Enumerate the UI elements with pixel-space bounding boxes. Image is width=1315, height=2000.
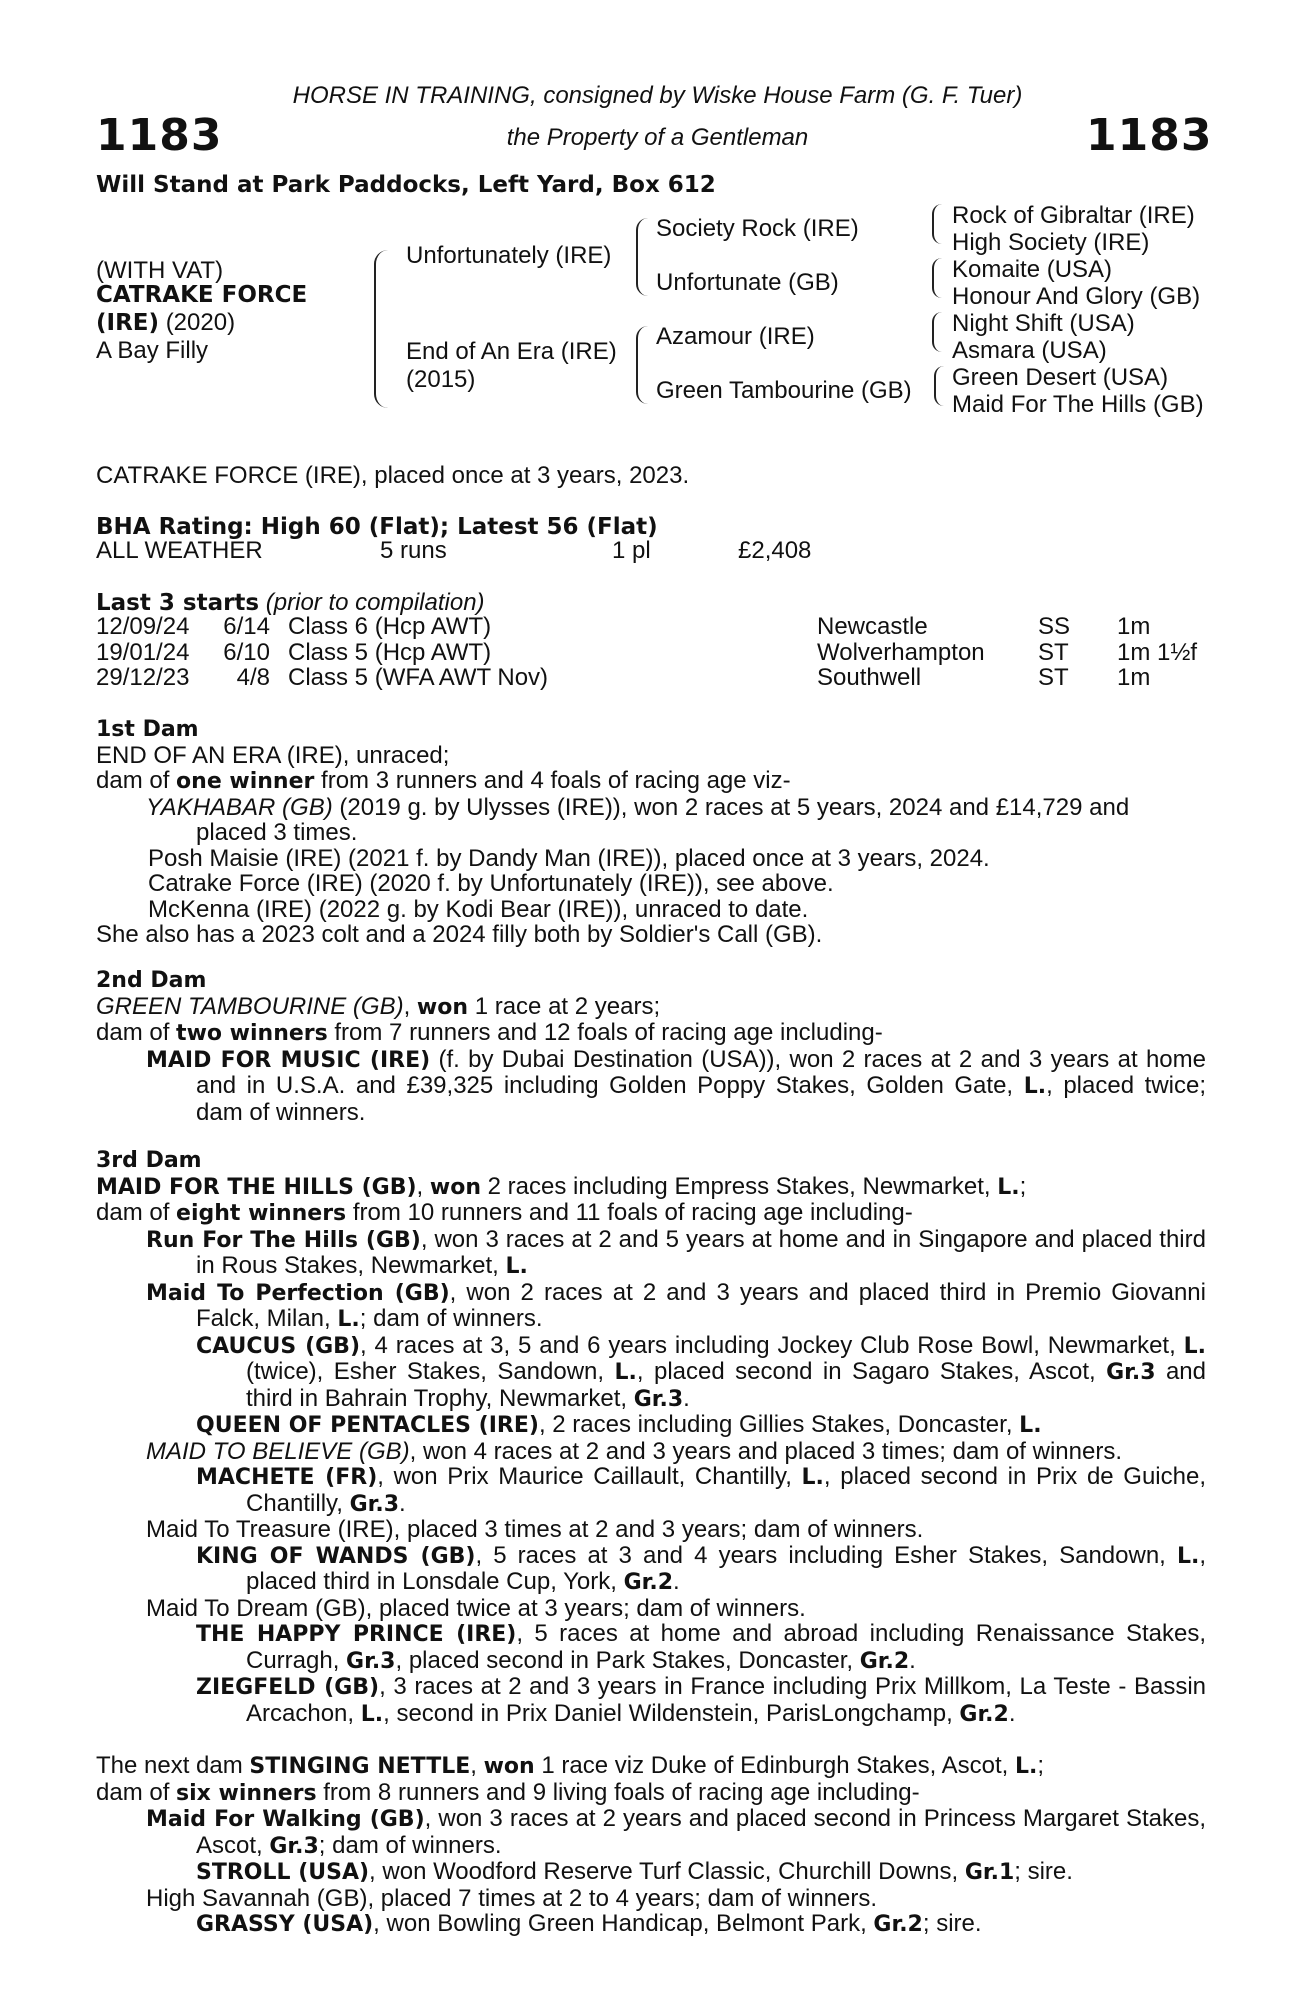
start-going: ST: [1038, 664, 1069, 691]
produce-the-happy-prince: THE HAPPY PRINCE (IRE), 5 races at home and abroad including Renaissance Stakes, Curragh, Gr.3, placed second in Park Stakes, Doncaster, Gr.2.: [196, 1620, 1206, 1674]
race-summary: CATRAKE FORCE (IRE), placed once at 3 years, 2023.: [96, 462, 690, 489]
second-dam-section: [96, 968, 1206, 1125]
starts-title: Last 3 starts: [96, 590, 260, 616]
dam-brace: [636, 326, 648, 404]
start-race: Class 5 (Hcp AWT): [288, 638, 492, 666]
dd-brace: [934, 366, 944, 406]
pedigree-sds: Komaite (USA): [952, 256, 1113, 283]
next-dam-produce-line: dam of six winners from 8 runners and 9 living foals of racing age including-: [96, 1778, 920, 1806]
pedigree-sss: Rock of Gibraltar (IRE): [952, 202, 1195, 229]
produce-catrake-force: Catrake Force (IRE) (2020 f. by Unfortunately (IRE)), see above.: [148, 870, 834, 897]
start-course: Southwell: [817, 664, 922, 691]
pedigree-dss: Night Shift (USA): [952, 310, 1135, 337]
stall-location: Will Stand at Park Paddocks, Left Yard, Box 612: [96, 172, 716, 198]
first-dam-line: END OF AN ERA (IRE), unraced;: [96, 741, 450, 769]
first-dam-section: [96, 717, 1206, 948]
starts-note: (prior to compilation): [265, 589, 485, 616]
start-going: SS: [1038, 613, 1071, 640]
produce-king-of-wands: KING OF WANDS (GB), 5 races at 3 and 4 years including Esher Stakes, Sandown, L., placed third in Lonsdale Cup, York, Gr.2.: [196, 1541, 1207, 1595]
pedigree-dam-year: (2015): [406, 366, 476, 393]
start-dist: 1m: [1117, 613, 1151, 640]
produce-maid-to-believe: MAID TO BELIEVE (GB), won 4 races at 2 and 3 years and placed 3 times; dam of winners.: [146, 1437, 1123, 1465]
vat-note: (WITH VAT): [96, 257, 224, 284]
start-race: Class 5 (WFA AWT Nov): [288, 664, 549, 691]
produce-stroll: STROLL (USA), won Woodford Reserve Turf Classic, Churchill Downs, Gr.1; sire.: [196, 1858, 1073, 1885]
produce-maid-for-walking: Maid For Walking (GB), won 3 races at 2 years and placed second in Princess Margaret Stakes, Ascot, Gr.3; dam of winners.: [146, 1805, 1206, 1859]
horse-description: A Bay Filly: [96, 337, 209, 364]
start-pos: 6/14: [223, 613, 270, 640]
start-pos: 6/10: [223, 638, 270, 666]
pedigree-sd: Unfortunate (GB): [656, 269, 839, 296]
start-dist: 1m: [1117, 664, 1151, 691]
pedigree-sire: Unfortunately (IRE): [406, 242, 612, 269]
start-course: Newcastle: [817, 613, 928, 640]
pedigree-dam: End of An Era (IRE): [406, 338, 617, 365]
next-dam-line: The next dam STINGING NETTLE, won 1 race viz Duke of Edinburgh Stakes, Ascot, L.;: [96, 1752, 1045, 1779]
produce-mckenna: McKenna (IRE) (2022 g. by Kodi Bear (IRE)), unraced to date.: [148, 895, 809, 923]
pedigree-dds: Green Desert (USA): [952, 364, 1169, 391]
pedigree-ss: Society Rock (IRE): [656, 215, 859, 242]
bha-rating: BHA Rating: High 60 (Flat); Latest 56 (Flat): [96, 514, 658, 540]
second-dam-produce-line: dam of two winners from 7 runners and 12 foals of racing age including-: [96, 1019, 883, 1046]
produce-machete: MACHETE (FR), won Prix Maurice Caillault, Chantilly, L., placed second in Prix de Guiche, Chantilly, Gr.3.: [196, 1463, 1206, 1517]
pedigree-ssd: High Society (IRE): [952, 229, 1150, 256]
sire-brace: [636, 218, 648, 296]
pedigree-ds: Azamour (IRE): [656, 323, 815, 350]
start-date: 29/12/23: [96, 664, 190, 691]
third-dam-produce-line: dam of eight winners from 10 runners and 11 foals of racing age including-: [96, 1199, 913, 1226]
placed-count: 1 pl: [612, 537, 651, 564]
pedigree-sdd: Honour And Glory (GB): [952, 283, 1201, 310]
pedigree-brace: [374, 250, 388, 408]
horse-name: CATRAKE FORCE: [96, 282, 308, 308]
prize-money: £2,408: [738, 537, 812, 564]
pedigree-ddd: Maid For The Hills (GB): [952, 391, 1204, 418]
produce-caucus: CAUCUS (GB), 4 races at 3, 5 and 6 years including Jockey Club Rose Bowl, Newmarket, L. (twice), Esher Stakes, Sandown, L., placed second in Sagaro Stakes, Ascot, Gr.3 and third in Bahrain Trophy, Newmarket, Gr.3.: [196, 1331, 1207, 1412]
pedigree-dsd: Asmara (USA): [952, 337, 1107, 364]
surface-label: ALL WEATHER: [96, 537, 263, 564]
first-dam-also: She also has a 2023 colt and a 2024 filly both by Soldier's Call (GB).: [96, 921, 823, 948]
produce-maid-to-dream: Maid To Dream (GB), placed twice at 3 years; dam of winners.: [146, 1594, 806, 1622]
start-dist: 1m 1½f: [1117, 638, 1198, 666]
produce-ziegfeld: ZIEGFELD (GB), 3 races at 2 and 3 years in France including Prix Millkom, La Teste - Bassin Arcachon, L., second in Prix Daniel Wildenstein, ParisLongchamp, Gr.2.: [196, 1673, 1207, 1727]
produce-maid-for-music: MAID FOR MUSIC (IRE) (f. by Dubai Destination (USA)), won 2 races at 2 and 3 years at home and in U.S.A. and £39,325 including Golden Poppy Stakes, Golden Gate, L., placed twice; dam of winners.: [146, 1045, 1206, 1126]
second-dam-heading: 2nd Dam: [96, 968, 207, 993]
start-date: 19/01/24: [96, 638, 190, 666]
lot-number-right: 1183: [1086, 110, 1213, 161]
produce-high-savannah: High Savannah (GB), placed 7 times at 2 to 4 years; dam of winners.: [146, 1884, 878, 1912]
pedigree-dd: Green Tambourine (GB): [656, 377, 912, 404]
start-date: 12/09/24: [96, 613, 190, 640]
second-dam-line: GREEN TAMBOURINE (GB), won 1 race at 2 years;: [96, 992, 661, 1020]
produce-maid-to-perfection: Maid To Perfection (GB), won 2 races at 2 and 3 years and placed third in Premio Giovanni Falck, Milan, L.; dam of winners.: [146, 1278, 1206, 1332]
third-dam-line: MAID FOR THE HILLS (GB), won 2 races including Empress Stakes, Newmarket, L.;: [96, 1172, 1027, 1200]
start-pos: 4/8: [236, 664, 270, 691]
start-course: Wolverhampton: [817, 638, 985, 666]
first-dam-produce-line: dam of one winner from 3 runners and 4 foals of racing age viz-: [96, 767, 791, 794]
start-going: ST: [1038, 638, 1069, 666]
ss-brace: [932, 204, 942, 244]
third-dam-section: [96, 1148, 1206, 1727]
produce-maid-to-treasure: Maid To Treasure (IRE), placed 3 times at 2 and 3 years; dam of winners.: [146, 1516, 924, 1543]
header-property: the Property of a Gentleman: [506, 124, 809, 151]
produce-run-for-the-hills: Run For The Hills (GB), won 3 races at 2 and 5 years at home and in Singapore and placed third in Rous Stakes, Newmarket, L.: [146, 1225, 1206, 1279]
header-consignor: HORSE IN TRAINING, consigned by Wiske House Farm (G. F. Tuer): [292, 82, 1023, 109]
next-dam-section: [96, 1753, 1206, 1938]
produce-posh-maisie: Posh Maisie (IRE) (2021 f. by Dandy Man (IRE)), placed once at 3 years, 2024.: [148, 844, 990, 872]
produce-queen-of-pentacles: QUEEN OF PENTACLES (IRE), 2 races including Gillies Stakes, Doncaster, L.: [196, 1411, 1042, 1438]
produce-yakhabar: YAKHABAR (GB) (2019 g. by Ulysses (IRE)), won 2 races at 5 years, 2024 and £14,729 and placed 3 times.: [146, 793, 1130, 846]
third-dam-heading: 3rd Dam: [96, 1148, 202, 1173]
lot-number-left: 1183: [96, 110, 223, 161]
produce-grassy: GRASSY (USA), won Bowling Green Handicap, Belmont Park, Gr.2; sire.: [196, 1910, 982, 1937]
sd-brace: [932, 258, 942, 298]
first-dam-heading: 1st Dam: [96, 717, 199, 742]
ds-brace: [932, 312, 942, 352]
horse-year: (2020): [165, 309, 236, 336]
horse-country-year: [96, 309, 235, 337]
runs-count: 5 runs: [380, 537, 447, 564]
horse-country: (IRE): [96, 310, 160, 336]
start-race: Class 6 (Hcp AWT): [288, 613, 492, 640]
